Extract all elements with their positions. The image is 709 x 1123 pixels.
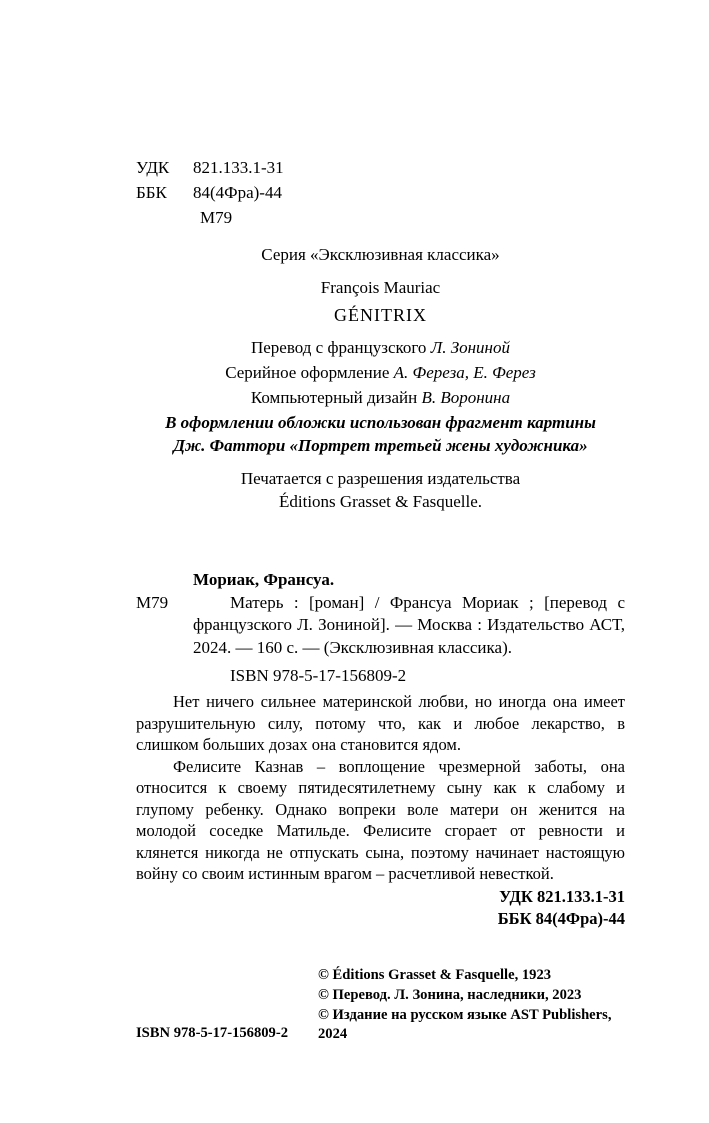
copyright-line-2: © Перевод. Л. Зонина, наследники, 2023 bbox=[318, 986, 582, 1003]
classification-codes-right bbox=[136, 886, 625, 930]
permission-line1: Печатается с разрешения издательства bbox=[240, 469, 521, 488]
original-author: François Mauriac bbox=[320, 278, 441, 297]
cover-art-note bbox=[136, 411, 625, 457]
classification-codes bbox=[136, 155, 625, 230]
computer-design-credit bbox=[136, 385, 625, 410]
udk-right: УДК 821.133.1-31 bbox=[499, 886, 625, 906]
computer-designer-name: В. Воронина bbox=[421, 388, 511, 407]
translation-credit bbox=[136, 335, 625, 360]
bbk-value: 84(4Фра)-44 bbox=[193, 183, 282, 202]
permission-line2: Éditions Grasset & Fasquelle. bbox=[278, 492, 483, 511]
copyright-line-3: © Издание на русском языке AST Publishers, 2024 bbox=[318, 1006, 612, 1043]
book-code: М79 bbox=[200, 208, 233, 227]
original-title: GÉNITRIX bbox=[334, 305, 427, 325]
bbk-right: ББК 84(4Фра)-44 bbox=[497, 908, 625, 928]
catalog-author: Мориак, Франсуа. bbox=[193, 570, 335, 589]
udk-value: 821.133.1-31 bbox=[193, 158, 284, 177]
annotation-paragraph-1: Нет ничего сильнее материнской любви, но иногда она имеет разрушительную силу, потому что, как и любое лекарство, в слишком больших дозах она становится ядом. bbox=[136, 692, 625, 754]
bbk-row bbox=[136, 180, 625, 205]
translation-credit-prefix: Перевод с французского bbox=[250, 338, 431, 357]
copyright-block bbox=[136, 966, 625, 1045]
udk-label: УДК bbox=[136, 158, 170, 177]
series-design-prefix: Серийное оформление bbox=[225, 363, 394, 382]
isbn-line: ISBN 978-5-17-156809-2 bbox=[230, 666, 407, 685]
annotation-paragraph-2: Фелисите Казнав – воплощение чрезмерной заботы, она относится к своему пятидесятилетнему сыну как к слабому и глупому ребенку. Однако вопреки воле матери он женится на молодой соседке Матильде. Фелисите сгорает от ревности и клянется никогда не отпускать сына, поэтому начинает настоящую войну со своим истинным врагом – расчетливой невесткой. bbox=[136, 756, 625, 883]
udk-row bbox=[136, 155, 625, 180]
catalog-card bbox=[136, 569, 625, 659]
catalog-body bbox=[136, 569, 625, 659]
copyright-line-1: © Éditions Grasset & Fasquelle, 1923 bbox=[318, 967, 552, 983]
series-designers-names: А. Фереза, Е. Ферез bbox=[393, 363, 536, 382]
catalog-book-code: М79 bbox=[136, 592, 169, 612]
imprint-content bbox=[136, 155, 625, 930]
annotation-block bbox=[136, 691, 625, 885]
credits-block bbox=[136, 335, 625, 410]
copyright-lines bbox=[318, 966, 625, 1045]
bottom-isbn: ISBN 978-5-17-156809-2 bbox=[136, 1025, 289, 1042]
cover-art-note-line1: В оформлении обложки использован фрагмент картины bbox=[165, 413, 596, 432]
catalog-description: Матерь : [роман] / Франсуа Мориак ; [перевод с французского Л. Зониной]. — Москва : Издательство АСТ, 2024. — 160 с. — (Эксклюзивная классика). bbox=[193, 592, 625, 657]
translator-name: Л. Зониной bbox=[430, 338, 510, 357]
computer-design-prefix: Компьютерный дизайн bbox=[250, 388, 422, 407]
cover-art-note-line2: Дж. Фаттори «Портрет третьей жены художника» bbox=[173, 436, 588, 455]
permission-note bbox=[136, 467, 625, 513]
series-title: Серия «Эксклюзивная классика» bbox=[261, 245, 500, 264]
series-design-credit bbox=[136, 360, 625, 385]
bbk-label: ББК bbox=[136, 183, 167, 202]
